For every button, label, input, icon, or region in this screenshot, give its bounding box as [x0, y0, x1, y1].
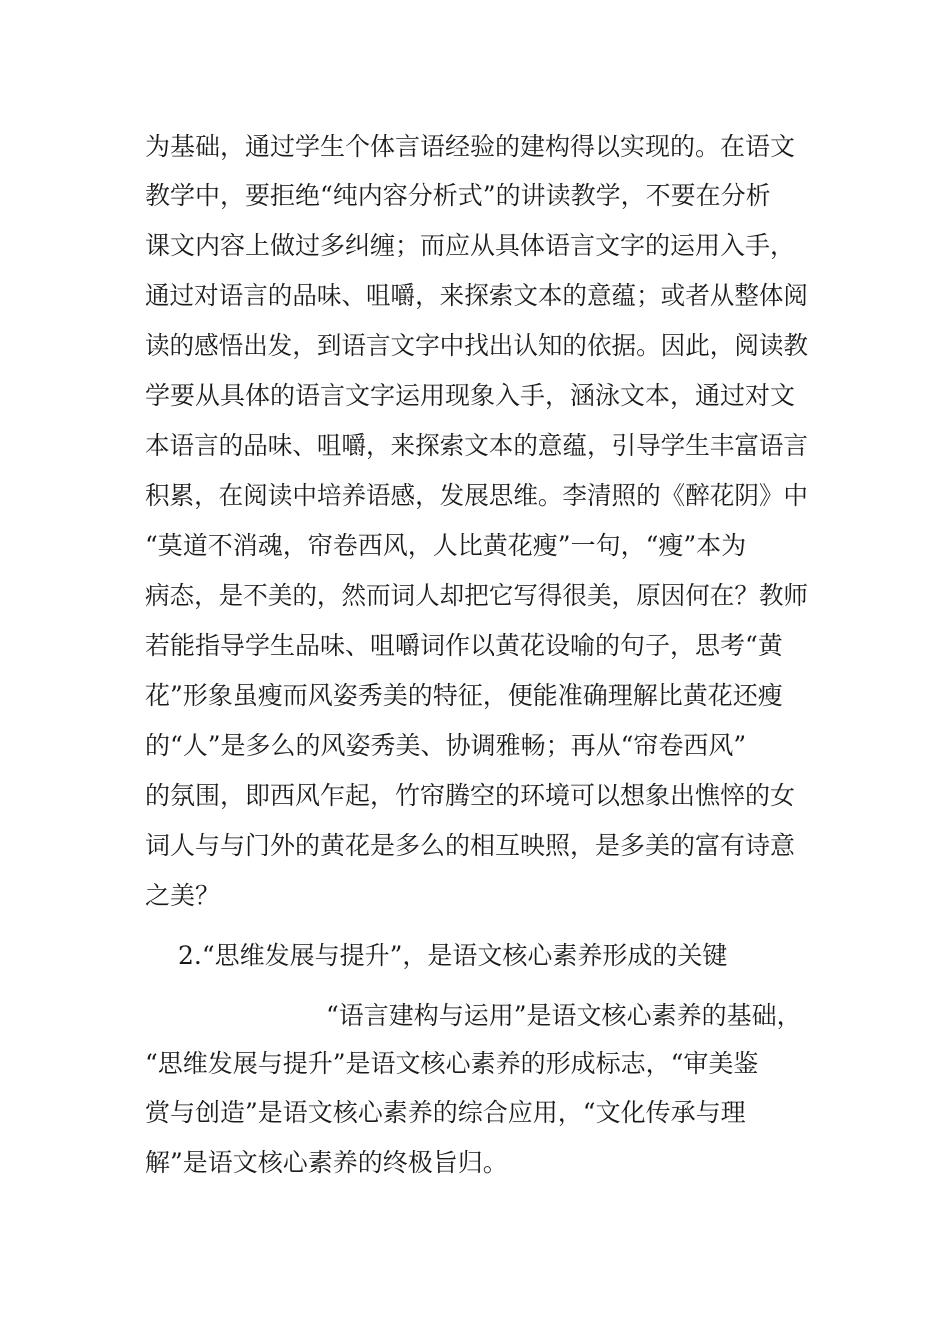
text-line: 通过对语言的品味、咀嚼，来探索文本的意蕴；或者从整体阅	[145, 281, 809, 310]
text-line: 课文内容上做过多纠缠；而应从具体语言文字的运用入手，	[145, 231, 796, 260]
text-line: 病态，是不美的，然而词人却把它写得很美，原因何在？教师	[145, 581, 809, 610]
text-line: 的氛围，即西风乍起，竹帘腾空的环境可以想象出憔悴的女	[145, 781, 796, 810]
text-line: 之美？	[145, 881, 221, 910]
text-line: “思维发展与提升”是语文核心素养的形成标志，“审美鉴	[145, 1049, 759, 1078]
text-line: 本语言的品味、咀嚼，来探索文本的意蕴，引导学生丰富语言	[145, 431, 809, 460]
text-line: 为基础，通过学生个体言语经验的建构得以实现的。在语文	[145, 132, 796, 161]
text-line: 读的感悟出发，到语言文字中找出认知的依据。因此，阅读教	[145, 331, 809, 360]
text-line: 解”是语文核心素养的终极旨归。	[145, 1148, 508, 1177]
text-line: 的“人”是多么的风姿秀美、协调雅畅；再从“帘卷西风”	[145, 731, 747, 760]
text-line: 词人与与门外的黄花是多么的相互映照，是多美的富有诗意	[145, 831, 796, 860]
text-line: 积累，在阅读中培养语感，发展思维。李清照的《醉花阴》中	[145, 481, 809, 510]
text-line: 学要从具体的语言文字运用现象入手，涵泳文本，通过对文	[145, 381, 796, 410]
text-line: “语言建构与运用”是语文核心素养的基础，	[326, 1001, 802, 1030]
section-heading: 2.“思维发展与提升”，是语文核心素养形成的关键	[178, 941, 728, 970]
text-line: 若能指导学生品味、咀嚼词作以黄花设喻的句子，思考“黄	[145, 631, 783, 660]
text-line: 教学中，要拒绝“纯内容分析式”的讲读教学，不要在分析	[145, 181, 771, 210]
text-line: 赏与创造”是语文核心素养的综合应用，“文化传承与理	[145, 1098, 746, 1127]
text-line: “莫道不消魂，帘卷西风，人比黄花瘦”一句，“瘦”本为	[145, 531, 747, 560]
text-line: 花”形象虽瘦而风姿秀美的特征，便能准确理解比黄花还瘦	[145, 681, 783, 710]
